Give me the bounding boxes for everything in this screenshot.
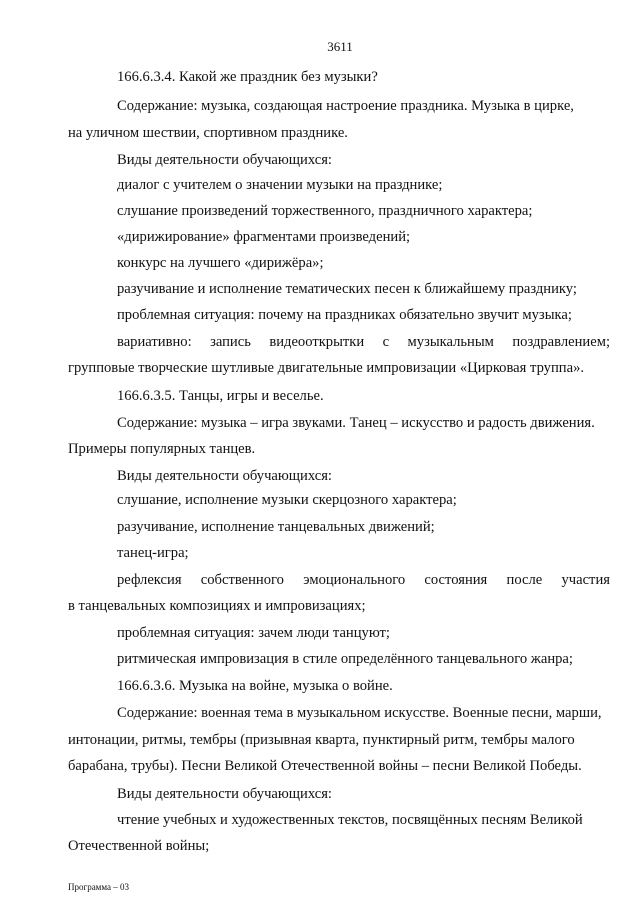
page-number: 3611: [327, 39, 353, 54]
word: собственного: [200, 572, 284, 588]
word: рефлексия: [117, 572, 182, 588]
list-item-justified: [117, 333, 610, 351]
paragraph-line: Отечественной войны;: [68, 838, 210, 854]
list-item: проблемная ситуация: почему на праздниках обязательно звучит музыка;: [117, 307, 572, 323]
word: после: [506, 572, 543, 588]
paragraph-line: Содержание: военная тема в музыкальном искусстве. Военные песни, марши,: [117, 705, 602, 721]
list-item: диалог с учителем о значении музыки на празднике;: [117, 177, 443, 193]
section-heading: 166.6.3.4. Какой же праздник без музыки?: [117, 69, 378, 85]
list-item: разучивание, исполнение танцевальных движений;: [117, 519, 435, 535]
word: с: [382, 334, 390, 350]
word: видеооткрытки: [269, 334, 365, 350]
list-item: «дирижирование» фрагментами произведений;: [117, 229, 411, 245]
section-heading: 166.6.3.6. Музыка на войне, музыка о войне.: [117, 678, 393, 694]
word: запись: [210, 334, 251, 350]
list-item: проблемная ситуация: зачем люди танцуют;: [117, 625, 390, 641]
word: участия: [561, 572, 610, 588]
paragraph-line: Виды деятельности обучающихся:: [117, 152, 332, 168]
word: состояния: [424, 572, 488, 588]
list-item: слушание, исполнение музыки скерцозного характера;: [117, 492, 457, 508]
paragraph-line: барабана, трубы). Песни Великой Отечественной войны – песни Великой Победы.: [68, 758, 582, 774]
word: музыкальным: [407, 334, 494, 350]
paragraph-line: Содержание: музыка, создающая настроение праздника. Музыка в цирке,: [117, 98, 574, 114]
word: поздравлением;: [512, 334, 610, 350]
paragraph-line: интонации, ритмы, тембры (призывная кварта, пунктирный ритм, тембры малого: [68, 732, 575, 748]
list-item: разучивание и исполнение тематических песен к ближайшему празднику;: [117, 281, 577, 297]
page-footer: Программа – 03: [68, 882, 130, 892]
word: вариативно:: [117, 334, 192, 350]
paragraph-line: в танцевальных композициях и импровизациях;: [68, 598, 366, 614]
list-item: танец-игра;: [117, 545, 189, 561]
list-item: конкурс на лучшего «дирижёра»;: [117, 255, 324, 271]
paragraph-line: на уличном шествии, спортивном празднике.: [68, 125, 348, 141]
list-item: ритмическая импровизация в стиле определённого танцевального жанра;: [117, 651, 573, 667]
list-item: чтение учебных и художественных текстов, посвящённых песням Великой: [117, 812, 583, 828]
word: эмоционального: [303, 572, 406, 588]
paragraph-line: Содержание: музыка – игра звуками. Танец – искусство и радость движения.: [117, 415, 595, 431]
paragraph-line: Виды деятельности обучающихся:: [117, 468, 332, 484]
list-item-justified: [117, 571, 610, 589]
list-item: слушание произведений торжественного, праздничного характера;: [117, 203, 533, 219]
paragraph-line: Примеры популярных танцев.: [68, 441, 256, 457]
paragraph-line: Виды деятельности обучающихся:: [117, 786, 332, 802]
section-heading: 166.6.3.5. Танцы, игры и веселье.: [117, 388, 324, 404]
paragraph-line: групповые творческие шутливые двигательные импровизации «Цирковая труппа».: [68, 360, 585, 376]
